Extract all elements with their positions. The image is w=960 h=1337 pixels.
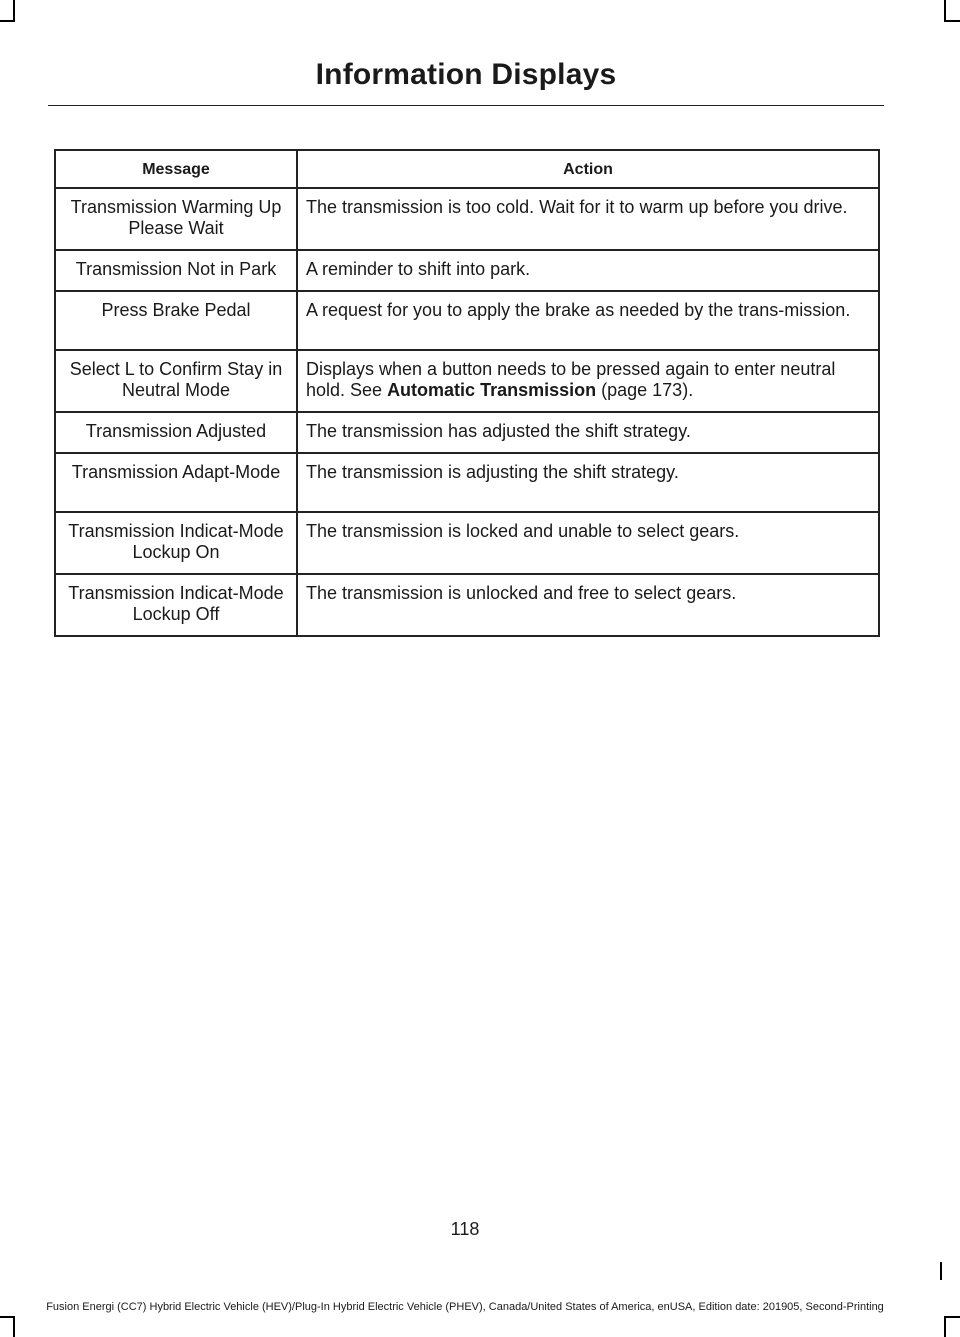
crop-mark [944,20,960,22]
message-cell: Transmission Warming Up Please Wait [55,188,297,250]
message-cell: Select L to Confirm Stay in Neutral Mode [55,350,297,412]
action-cell [297,350,879,412]
crop-mark [940,1262,942,1280]
action-cell: The transmission is adjusting the shift strategy. [297,453,879,512]
message-table [54,149,880,637]
action-cell: The transmission is unlocked and free to select gears. [297,574,879,636]
action-cell: The transmission is too cold. Wait for it to warm up before you drive. [297,188,879,250]
message-cell: Press Brake Pedal [55,291,297,350]
table-header-row [55,150,879,188]
crop-mark [944,0,946,20]
table-row [55,188,879,250]
message-cell: Transmission Adapt-Mode [55,453,297,512]
page-title: Information Displays [315,58,617,91]
page-number: 118 [450,1219,480,1239]
crop-mark [944,1317,946,1337]
message-cell: Transmission Indicat-Mode Lockup Off [55,574,297,636]
action-cell: The transmission has adjusted the shift strategy. [297,412,879,453]
crop-mark [13,1317,15,1337]
action-cell: A reminder to shift into park. [297,250,879,291]
table-row [55,412,879,453]
column-header-message: Message [55,150,297,188]
message-cell: Transmission Not in Park [55,250,297,291]
message-cell: Transmission Indicat-Mode Lockup On [55,512,297,574]
message-cell: Transmission Adjusted [55,412,297,453]
title-divider [48,105,884,106]
page-reference: (page 173). [596,380,694,400]
table-row [55,350,879,412]
table-row [55,250,879,291]
crop-mark [0,1316,15,1318]
table-row [55,512,879,574]
action-cell: A request for you to apply the brake as needed by the trans-mission. [297,291,879,350]
footer-text: Fusion Energi (CC7) Hybrid Electric Vehicle (HEV)/Plug-In Hybrid Electric Vehicle (PHEV), Canada/United States of America, enUSA, Edition date: 201905, Second-Printing [46,1301,884,1313]
action-text: Displays when a button needs to be pressed again to enter neutral hold. See [306,359,836,400]
crop-mark [0,20,15,22]
action-cell: The transmission is locked and unable to select gears. [297,512,879,574]
crop-mark [944,1316,960,1318]
automatic-transmission-link[interactable]: Automatic Transmission [387,380,597,400]
column-header-action: Action [297,150,879,188]
table-row [55,574,879,636]
table-row [55,453,879,512]
crop-mark [13,0,15,20]
table-row [55,291,879,350]
